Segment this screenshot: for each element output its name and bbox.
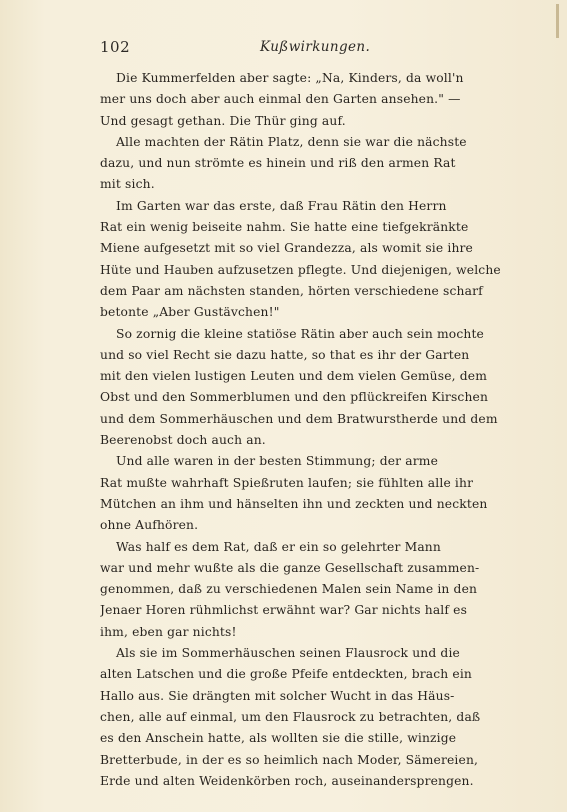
text-line: dazu, und nun strömte es hinein und riß den armen Rat — [100, 156, 456, 171]
text-line: Und gesagt gethan. Die Thür ging auf. — [100, 113, 346, 128]
text-line: Bretterbude, in der es so heimlich nach Moder, Sämereien, — [100, 752, 479, 767]
text-line: genommen, daß zu verschiedenen Malen sein Name in den — [100, 582, 478, 597]
text-line: mer uns doch aber auch einmal den Garten ansehen." — — [100, 92, 461, 107]
paragraph-first-line: Die Kummerfelden aber sagte: „Na, Kinders, da woll'n — [116, 71, 464, 85]
page-edge-mark — [556, 4, 559, 38]
text-line: mit sich. — [100, 177, 155, 192]
text-line: es den Anschein hatte, als wollten sie die stille, winzige — [100, 731, 457, 746]
paragraph-first-line: Im Garten war das erste, daß Frau Rätin den Herrn — [116, 198, 447, 213]
text-line: Hüte und Hauben aufzusetzen pflegte. Und diejenigen, welche — [100, 262, 501, 277]
text-line: alten Latschen und die große Pfeife entdeckten, brach ein — [100, 667, 472, 682]
page-header — [100, 38, 500, 56]
text-line: Obst und den Sommerblumen und den pflückreifen Kirschen — [100, 390, 489, 405]
text-line: Rat mußte wahrhaft Spießruten laufen; sie fühlten alle ihr — [100, 475, 474, 490]
paragraph-first-line: Und alle waren in der besten Stimmung; der arme — [116, 454, 439, 469]
text-line: dem Paar am nächsten standen, hörten verschiedene scharf — [100, 283, 483, 298]
text-line: chen, alle auf einmal, um den Flausrock zu betrachten, daß — [100, 709, 481, 724]
text-line: Rat ein wenig beiseite nahm. Sie hatte eine tiefgekränkte — [100, 220, 469, 235]
text-line: ihm, eben gar nichts! — [100, 624, 237, 639]
text-line: und so viel Recht sie dazu hatte, so that es ihr der Garten — [100, 347, 470, 362]
paragraph-first-line: Als sie im Sommerhäuschen seinen Flausrock und die — [116, 646, 460, 661]
running-head: Kußwirkungen. — [260, 39, 371, 55]
paragraph-first-line: Was half es dem Rat, daß er ein so gelehrter Mann — [116, 539, 441, 554]
paragraph-first-line: So zornig die kleine statiöse Rätin aber auch sein mochte — [116, 326, 484, 341]
text-line: war und mehr wußte als die ganze Gesellschaft zusammen- — [100, 560, 480, 575]
text-line: ohne Aufhören. — [100, 518, 199, 533]
text-line: Erde und alten Weidenkörben roch, auseinandersprengen. — [100, 773, 474, 788]
page-body-text — [100, 68, 512, 792]
text-line: Jenaer Horen rühmlichst erwähnt war? Gar nichts half es — [100, 603, 468, 618]
text-line: Miene aufgesetzt mit so viel Grandezza, als womit sie ihre — [100, 241, 473, 256]
page-number: 102 — [100, 38, 131, 56]
text-line: Mütchen an ihm und hänselten ihn und zeckten und neckten — [100, 496, 488, 511]
text-line: betonte „Aber Gustävchen!" — [100, 305, 280, 320]
paragraph-first-line: Alle machten der Rätin Platz, denn sie war die nächste — [116, 134, 467, 149]
text-line: Hallo aus. Sie drängten mit solcher Wucht in das Häus- — [100, 688, 455, 703]
text-line: Beerenobst doch auch an. — [100, 433, 266, 448]
text-line: mit den vielen lustigen Leuten und dem vielen Gemüse, dem — [100, 369, 488, 384]
text-line: und dem Sommerhäuschen und dem Bratwurstherde und dem — [100, 411, 498, 426]
